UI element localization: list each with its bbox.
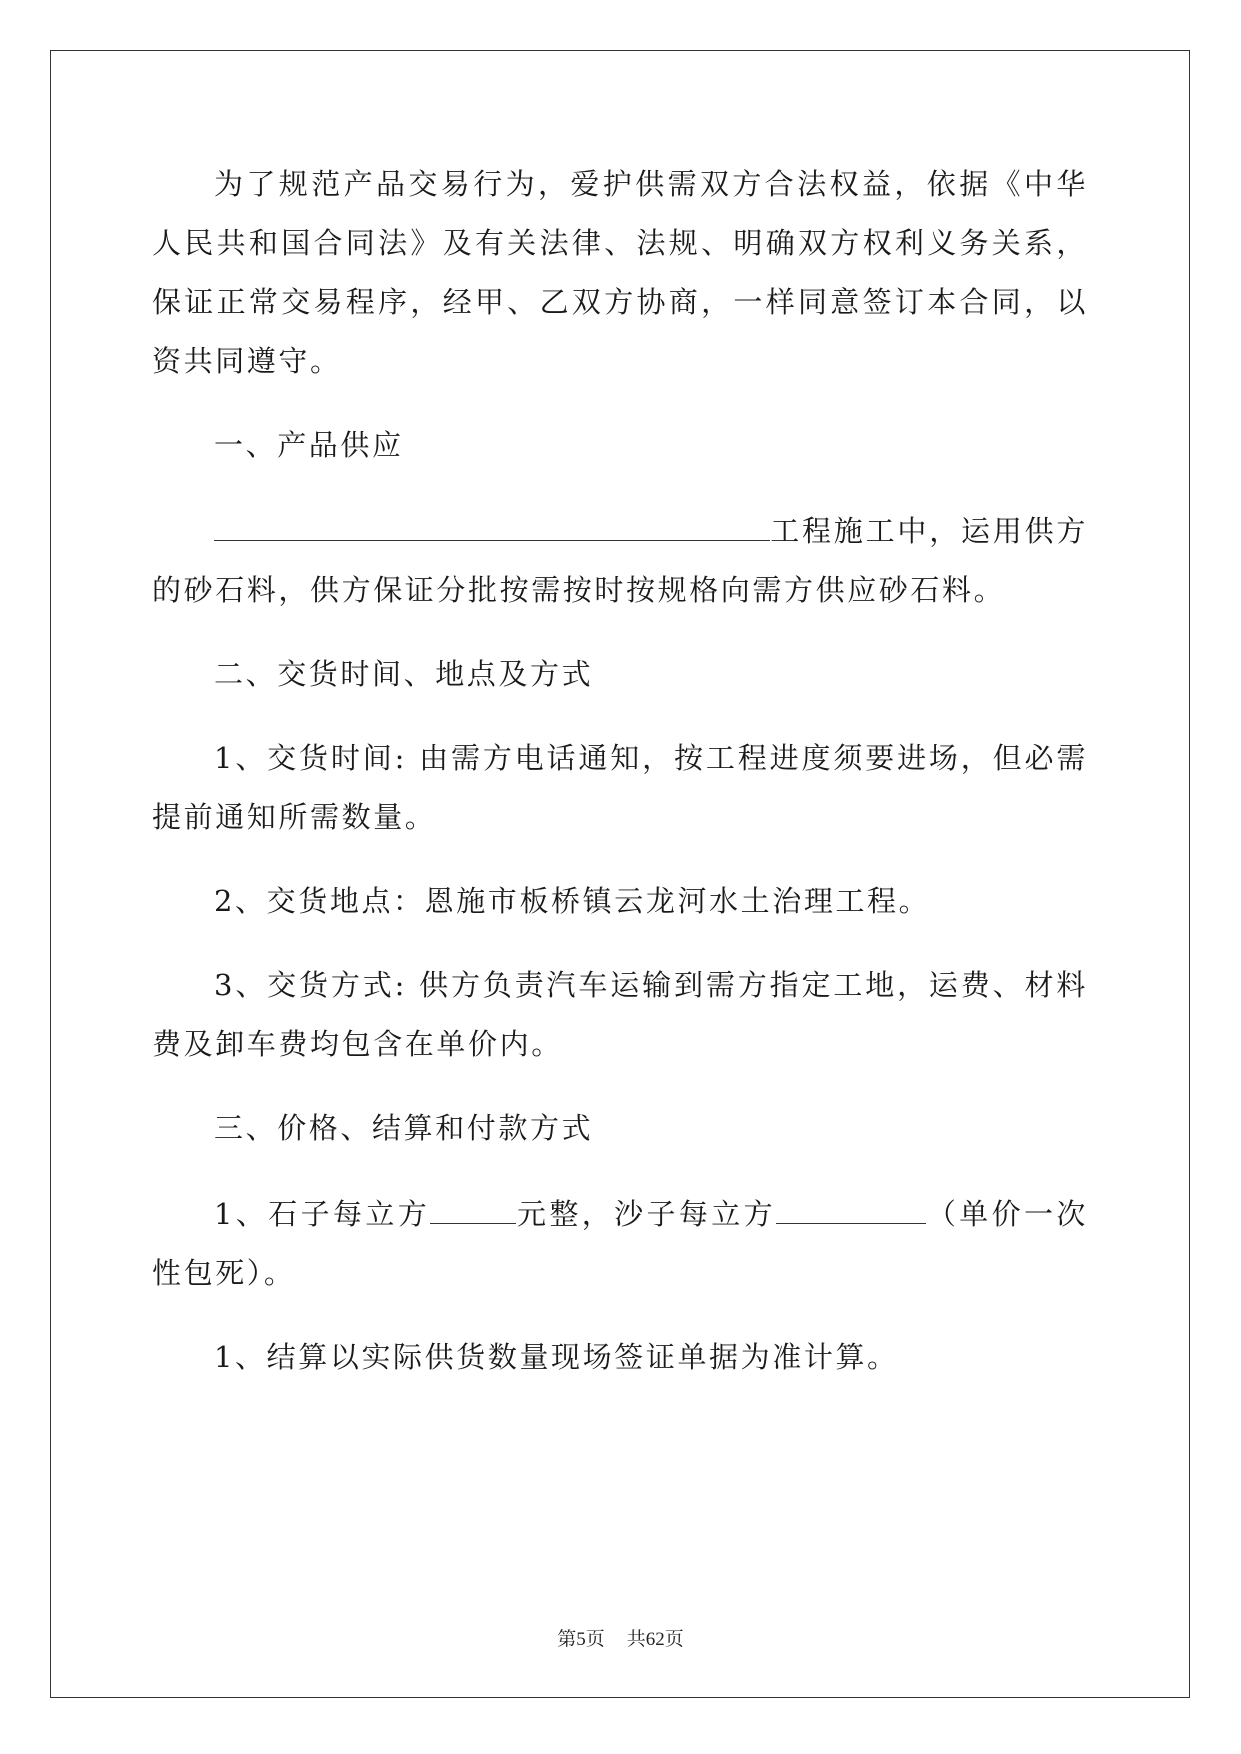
price-text-3: （单价一次性包死）。 [152, 1197, 1088, 1290]
total-pages: 共62页 [626, 1629, 684, 1650]
delivery-place-paragraph: 2、交货地点：恩施市板桥镇云龙河水土治理工程。 [214, 884, 931, 918]
project-name-blank[interactable] [214, 500, 770, 541]
price-paragraph [152, 1183, 1088, 1303]
price-text-2: 元整，沙子每立方 [516, 1197, 777, 1231]
price-text-1: 1、石子每立方 [214, 1197, 431, 1231]
delivery-method-paragraph: 3、交货方式: 供方负责汽车运输到需方指定工地，运费、材料费及卸车费均包含在单价内。 [152, 968, 1088, 1061]
section-1-paragraph [152, 500, 1088, 620]
stone-price-blank[interactable] [430, 1183, 516, 1224]
section-1-title: 一、产品供应 [214, 428, 404, 462]
document-body [152, 155, 1088, 1412]
page-footer [0, 1624, 1241, 1651]
settlement-paragraph: 1、结算以实际供货数量现场签证单据为准计算。 [214, 1340, 899, 1374]
sand-price-blank[interactable] [776, 1183, 926, 1224]
page-number: 第5页 [557, 1629, 605, 1650]
intro-paragraph: 为了规范产品交易行为，爱护供需双方合法权益，依据《中华人民共和国合同法》及有关法律、法规、明确双方权利义务关系，保证正常交易程序，经甲、乙双方协商，一样同意签订本合同，以资共同遵守。 [152, 167, 1088, 378]
section-2-title: 二、交货时间、地点及方式 [214, 657, 594, 691]
section-3-title: 三、价格、结算和付款方式 [214, 1111, 594, 1145]
delivery-time-paragraph: 1、交货时间: 由需方电话通知，按工程进度须要进场，但必需提前通知所需数量。 [152, 741, 1088, 834]
section-1-text: 工程施工中，运用供方的砂石料，供方保证分批按需按时按规格向需方供应砂石料。 [152, 514, 1088, 607]
